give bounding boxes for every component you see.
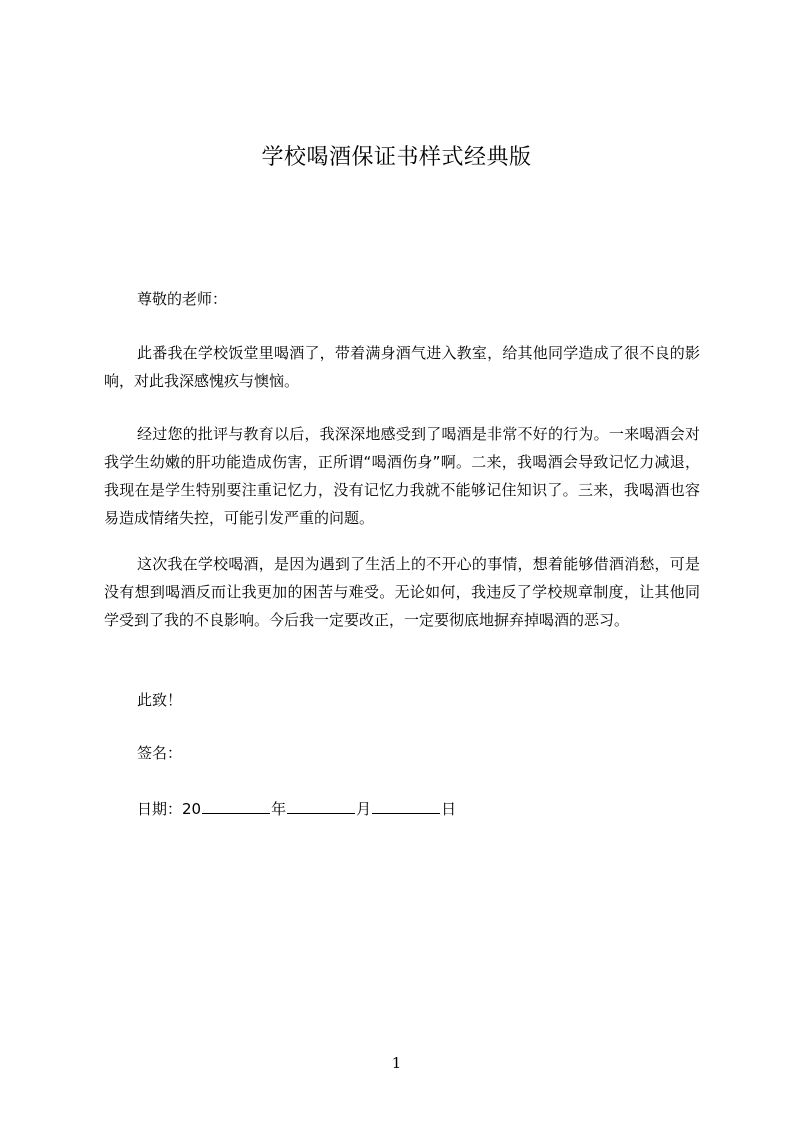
paragraph-text: 这次我在学校喝酒，是因为遇到了生活上的不开心的事情，想着能够借酒消愁，可是没有想到喝酒反而让我更加的困苦与难受。无论如何，我违反了学校规章制度，让其他同学受到了我的不良影响。今后我一定要改正，一定要彻底地摒弃掉喝酒的恶习。 [104, 555, 700, 629]
signature-label: 签名： [137, 744, 183, 762]
paragraph-2 [104, 420, 700, 532]
page-number: 1 [391, 1054, 402, 1072]
date-label: 日期： [137, 800, 183, 818]
paragraph-3 [104, 550, 700, 634]
paragraph-1 [104, 339, 700, 395]
date-month-suffix: 月 [356, 800, 372, 818]
day-blank [372, 798, 440, 814]
year-blank [202, 798, 270, 814]
month-blank [287, 798, 355, 814]
date-day-suffix: 日 [441, 800, 457, 818]
closing: 此致！ [137, 691, 183, 709]
date-year-suffix: 年 [271, 800, 287, 818]
salutation: 尊敬的老师： [137, 290, 228, 308]
date-year-prefix: 20 [182, 800, 202, 818]
date-line [137, 795, 456, 823]
paragraph-text: 经过您的批评与教育以后，我深深地感受到了喝酒是非常不好的行为。一来喝酒会对我学生幼嫩的肝功能造成伤害，正所谓“喝酒伤身”啊。二来，我喝酒会导致记忆力减退，我现在是学生特别要注重记忆力，没有记忆力我就不能够记住知识了。三来，我喝酒也容易造成情绪失控，可能引发严重的问题。 [104, 425, 700, 527]
document-title: 学校喝酒保证书样式经典版 [261, 145, 532, 170]
paragraph-text: 此番我在学校饭堂里喝酒了，带着满身酒气进入教室，给其他同学造成了很不良的影响，对此我深感愧疚与懊恼。 [104, 344, 700, 390]
